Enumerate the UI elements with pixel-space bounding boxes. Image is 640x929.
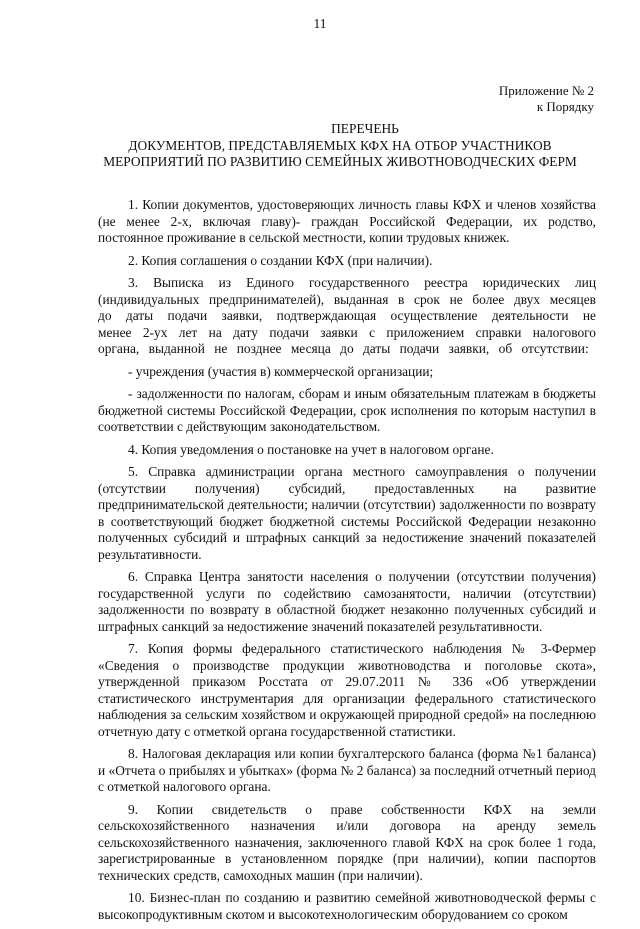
list-item-5: 5. Справка администрации органа местного самоуправления о получении (отсутствии получения) субсидий, предоставленных на развитие предпринимательской деятельности; наличии (отсутствии) задолженности по возврату в соответствующий бюджет бюджетной системы Российской Федерации незаконно полученных субсидий и штрафных санкций за недостижение значений показателей результативности. bbox=[98, 464, 596, 562]
list-item-4: 4. Копия уведомления о постановке на учет в налоговом органе. bbox=[128, 441, 494, 457]
document-title bbox=[0, 121, 640, 171]
list-item-2: 2. Копия соглашения о создании КФХ (при наличии). bbox=[128, 252, 433, 268]
list-item-6: 6. Справка Центра занятости населения о получении (отсутствии получения) государственной услуги по содействию самозанятости, наличии (отсутствии) задолженности по возврату в областной бюджет незаконно полученных субсидий и штрафных санкций за недостижение значений показателей результативности. bbox=[98, 569, 596, 634]
title-line-1: ДОКУМЕНТОВ, ПРЕДСТАВЛЯЕМЫХ КФХ НА ОТБОР УЧАСТНИКОВ bbox=[128, 137, 552, 153]
list-item-3-subitem-1: - учреждения (участия в) коммерческой организации; bbox=[128, 363, 434, 379]
list-item-8: 8. Налоговая декларация или копии бухгалтерского баланса (форма №1 баланса) и «Отчета о прибылях и убытках» (форма № 2 баланса) за последний отчетный период с отметкой налогового органа. bbox=[98, 746, 596, 794]
list-item-3: 3. Выписка из Единого государственного реестра юридических лиц (индивидуальных предпринимателей), выданная в срок не более двух месяцев до даты подачи заявки, подтверждающая осуществление деятельности не менее 2-ух лет на дату подачи заявки с приложением справки налогового органа, выданной не позднее месяца до даты подачи заявки, об отсутствии: bbox=[98, 275, 596, 356]
appendix-line-1: Приложение № 2 bbox=[498, 83, 594, 98]
list-item-1: 1. Копии документов, удостоверяющих личность главы КФХ и членов хозяйства (не менее 2-х, включая главу)- граждан Российской Федерации, их родство, постоянное проживание в сельской местности, копии трудовых книжек. bbox=[98, 197, 596, 245]
title-heading: ПЕРЕЧЕНЬ bbox=[331, 121, 399, 136]
document-body bbox=[98, 197, 596, 929]
appendix-line-2: к Порядку bbox=[536, 99, 594, 114]
list-item-10: 10. Бизнес-план по созданию и развитию семейной животноводческой фермы с высокопродуктивным скотом и высокотехнологическим оборудованием со сроком bbox=[98, 890, 596, 922]
list-item-9: 9. Копии свидетельств о праве собственности КФХ на земли сельскохозяйственного назначения и/или договора на аренду земель сельскохозяйственного назначения, заключенного главой КФХ на срок более 1 года, зарегистрированные в установленном порядке (при наличии), копии паспортов технических средств, самоходных машин (при наличии). bbox=[98, 801, 596, 883]
title-line-2: МЕРОПРИЯТИЙ ПО РАЗВИТИЮ СЕМЕЙНЫХ ЖИВОТНОВОДЧЕСКИХ ФЕРМ bbox=[103, 154, 577, 169]
page-number: 11 bbox=[313, 16, 327, 31]
appendix-reference bbox=[499, 83, 594, 115]
list-item-7: 7. Копия формы федерального статистического наблюдения № 3-Фермер «Сведения о производстве продукции животноводства и поголовье скота», утвержденной приказом Росстата от 29.07.2011 № 336 «Об утверждении статистического инструментария для организации федерального статистического наблюдения за сельским хозяйством и окружающей природной средой» на последнюю отчетную дату с отметкой органа государственной статистики. bbox=[98, 641, 596, 739]
list-item-3-subitem-2: - задолженности по налогам, сборам и иным обязательным платежам в бюджеты бюджетной системы Российской Федерации, срок исполнения по которым наступил в соответствии с действующим законодательством. bbox=[98, 386, 596, 434]
